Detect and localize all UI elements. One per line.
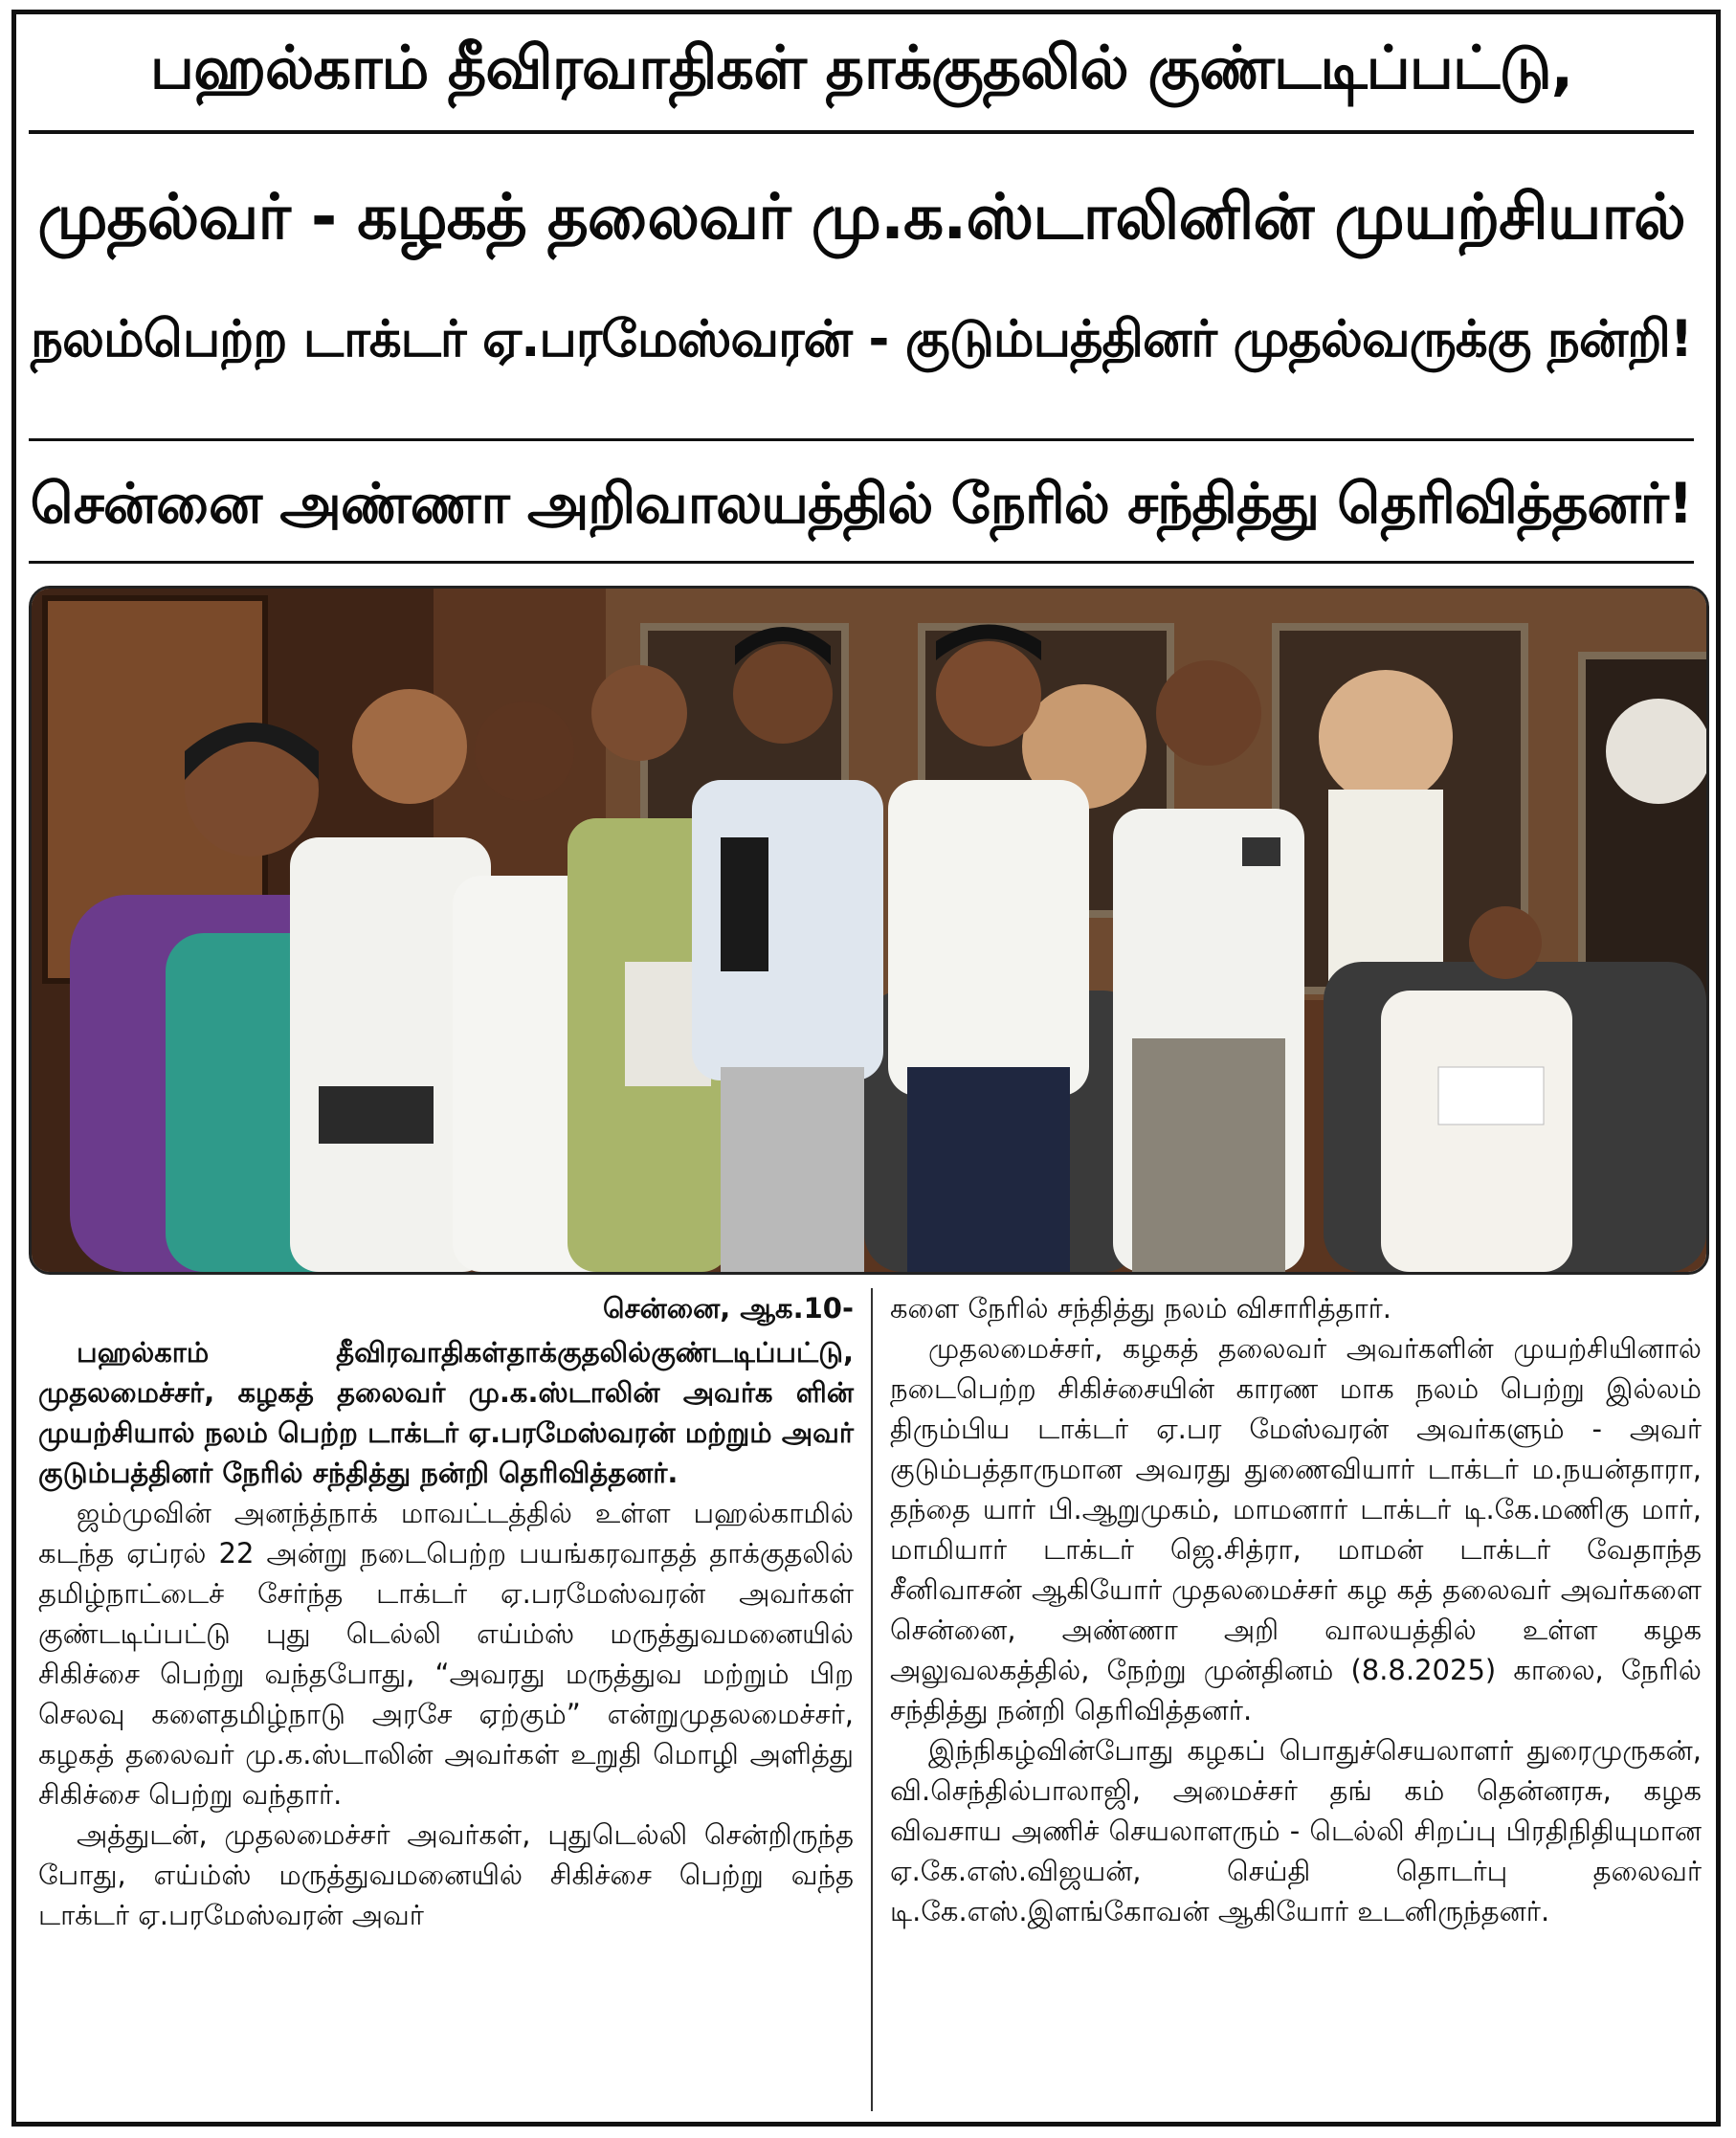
headline-divider-bottom [29, 561, 1694, 564]
headline-line-1: பஹல்காம் தீவிரவாதிகள் தாக்குதலில் குண்டடிப்பட்டு, [149, 33, 1573, 102]
news-photo [29, 586, 1709, 1275]
group-photo-illustration [32, 589, 1706, 1272]
article-paragraph-4: இந்நிகழ்வின்போது கழகப் பொதுச்செயலாளர் துரைமுருகன், வி.செந்தில்பாலாஜி, அமைச்சர் தங் கம் தென்னரசு, கழக விவசாய அணிச் செயலாளரும் - டெல்லி சிறப்பு பிரதிநிதியுமான ஏ.கே.எஸ்.விஜயன், செய்தி தொடர்பு தலைவர் டி.கே.எஸ்.இளங்கோவன் ஆகியோர் உடனிருந்தனர். [890, 1734, 1702, 1927]
article-column-right [890, 1288, 1702, 1931]
headline-line-3: நலம்பெற்ற டாக்டர் ஏ.பரமேஸ்வரன் - குடும்பத்தினர் முதல்வருக்கு நன்றி! [30, 310, 1693, 368]
article-column-left [38, 1288, 854, 1935]
headline-line-2: முதல்வர் - கழகத் தலைவர் மு.க.ஸ்டாலினின் முயற்சியால் [37, 180, 1685, 254]
subheadline: சென்னை அண்ணா அறிவாலயத்தில் நேரில் சந்தித்து தெரிவித்தனர்! [30, 471, 1693, 536]
article-paragraph-3: முதலமைச்சர், கழகத் தலைவர் அவர்களின் முயற்சியினால் நடைபெற்ற சிகிச்சையின் காரண மாக நலம் பெற்று இல்லம் திரும்பிய டாக்டர் ஏ.பர மேஸ்வரன் அவர்களும் - அவர் குடும்பத்தாருமான அவரது துணைவியார் டாக்டர் ம.நயன்தாரா, தந்தை யார் பி.ஆறுமுகம், மாமனார் டாக்டர் டி.கே.மணிகு மார், மாமியார் டாக்டர் ஜெ.சித்ரா, மாமன் டாக்டர் வேதாந்த சீனிவாசன் ஆகியோர் முதலமைச்சர் கழ கத் தலைவர் அவர்களை சென்னை, அண்ணா அறி வாலயத்தில் உள்ள கழக அலுவலகத்தில், நேற்று முன்தினம் (8.8.2025) காலை, நேரில் சந்தித்து நன்றி தெரிவித்தனர். [890, 1332, 1702, 1726]
headline-divider-middle [29, 438, 1694, 441]
article-paragraph-2: அத்துடன், முதலமைச்சர் அவர்கள், புதுடெல்லி சென்றிருந்த போது, எய்ம்ஸ் மருத்துவமனையில் சிகிச்சை பெற்று வந்த டாக்டர் ஏ.பரமேஸ்வரன் அவர் [38, 1818, 854, 1931]
article-lead: பஹல்காம் தீவிரவாதிகள்தாக்குதலில்குண்டடிப்பட்டு, முதலமைச்சர், கழகத் தலைவர் மு.க.ஸ்டாலின் அவர்க ளின் முயற்சியால் நலம் பெற்ற டாக்டர் ஏ.பரமேஸ்வரன் மற்றும் அவர் குடும்பத்தினர் நேரில் சந்தித்து நன்றி தெரிவித்தனர். [38, 1336, 854, 1489]
headline-divider-top [29, 130, 1694, 134]
column-divider [871, 1288, 873, 2111]
article-dateline: சென்னை, ஆக.10- [602, 1292, 854, 1325]
article-paragraph-1: ஜம்முவின் அனந்த்நாக் மாவட்டத்தில் உள்ள பஹல்காமில் கடந்த ஏப்ரல் 22 அன்று நடைபெற்ற பயங்கரவாதத் தாக்குதலில் தமிழ்நாட்டைச் சேர்ந்த டாக்டர் ஏ.பரமேஸ்வரன் அவர்கள் குண்டடிப்பட்டு புது டெல்லி எய்ம்ஸ் மருத்துவமனையில் சிகிச்சை பெற்று வந்தபோது, “அவரது மருத்துவ மற்றும் பிற செலவு களைதமிழ்நாடு அரசே ஏற்கும்” என்றுமுதலமைச்சர், கழகத் தலைவர் மு.க.ஸ்டாலின் அவர்கள் உறுதி மொழி அளித்து சிகிச்சை பெற்று வந்தார். [38, 1497, 854, 1811]
article-paragraph-2-continued: களை நேரில் சந்தித்து நலம் விசாரித்தார். [890, 1292, 1392, 1325]
